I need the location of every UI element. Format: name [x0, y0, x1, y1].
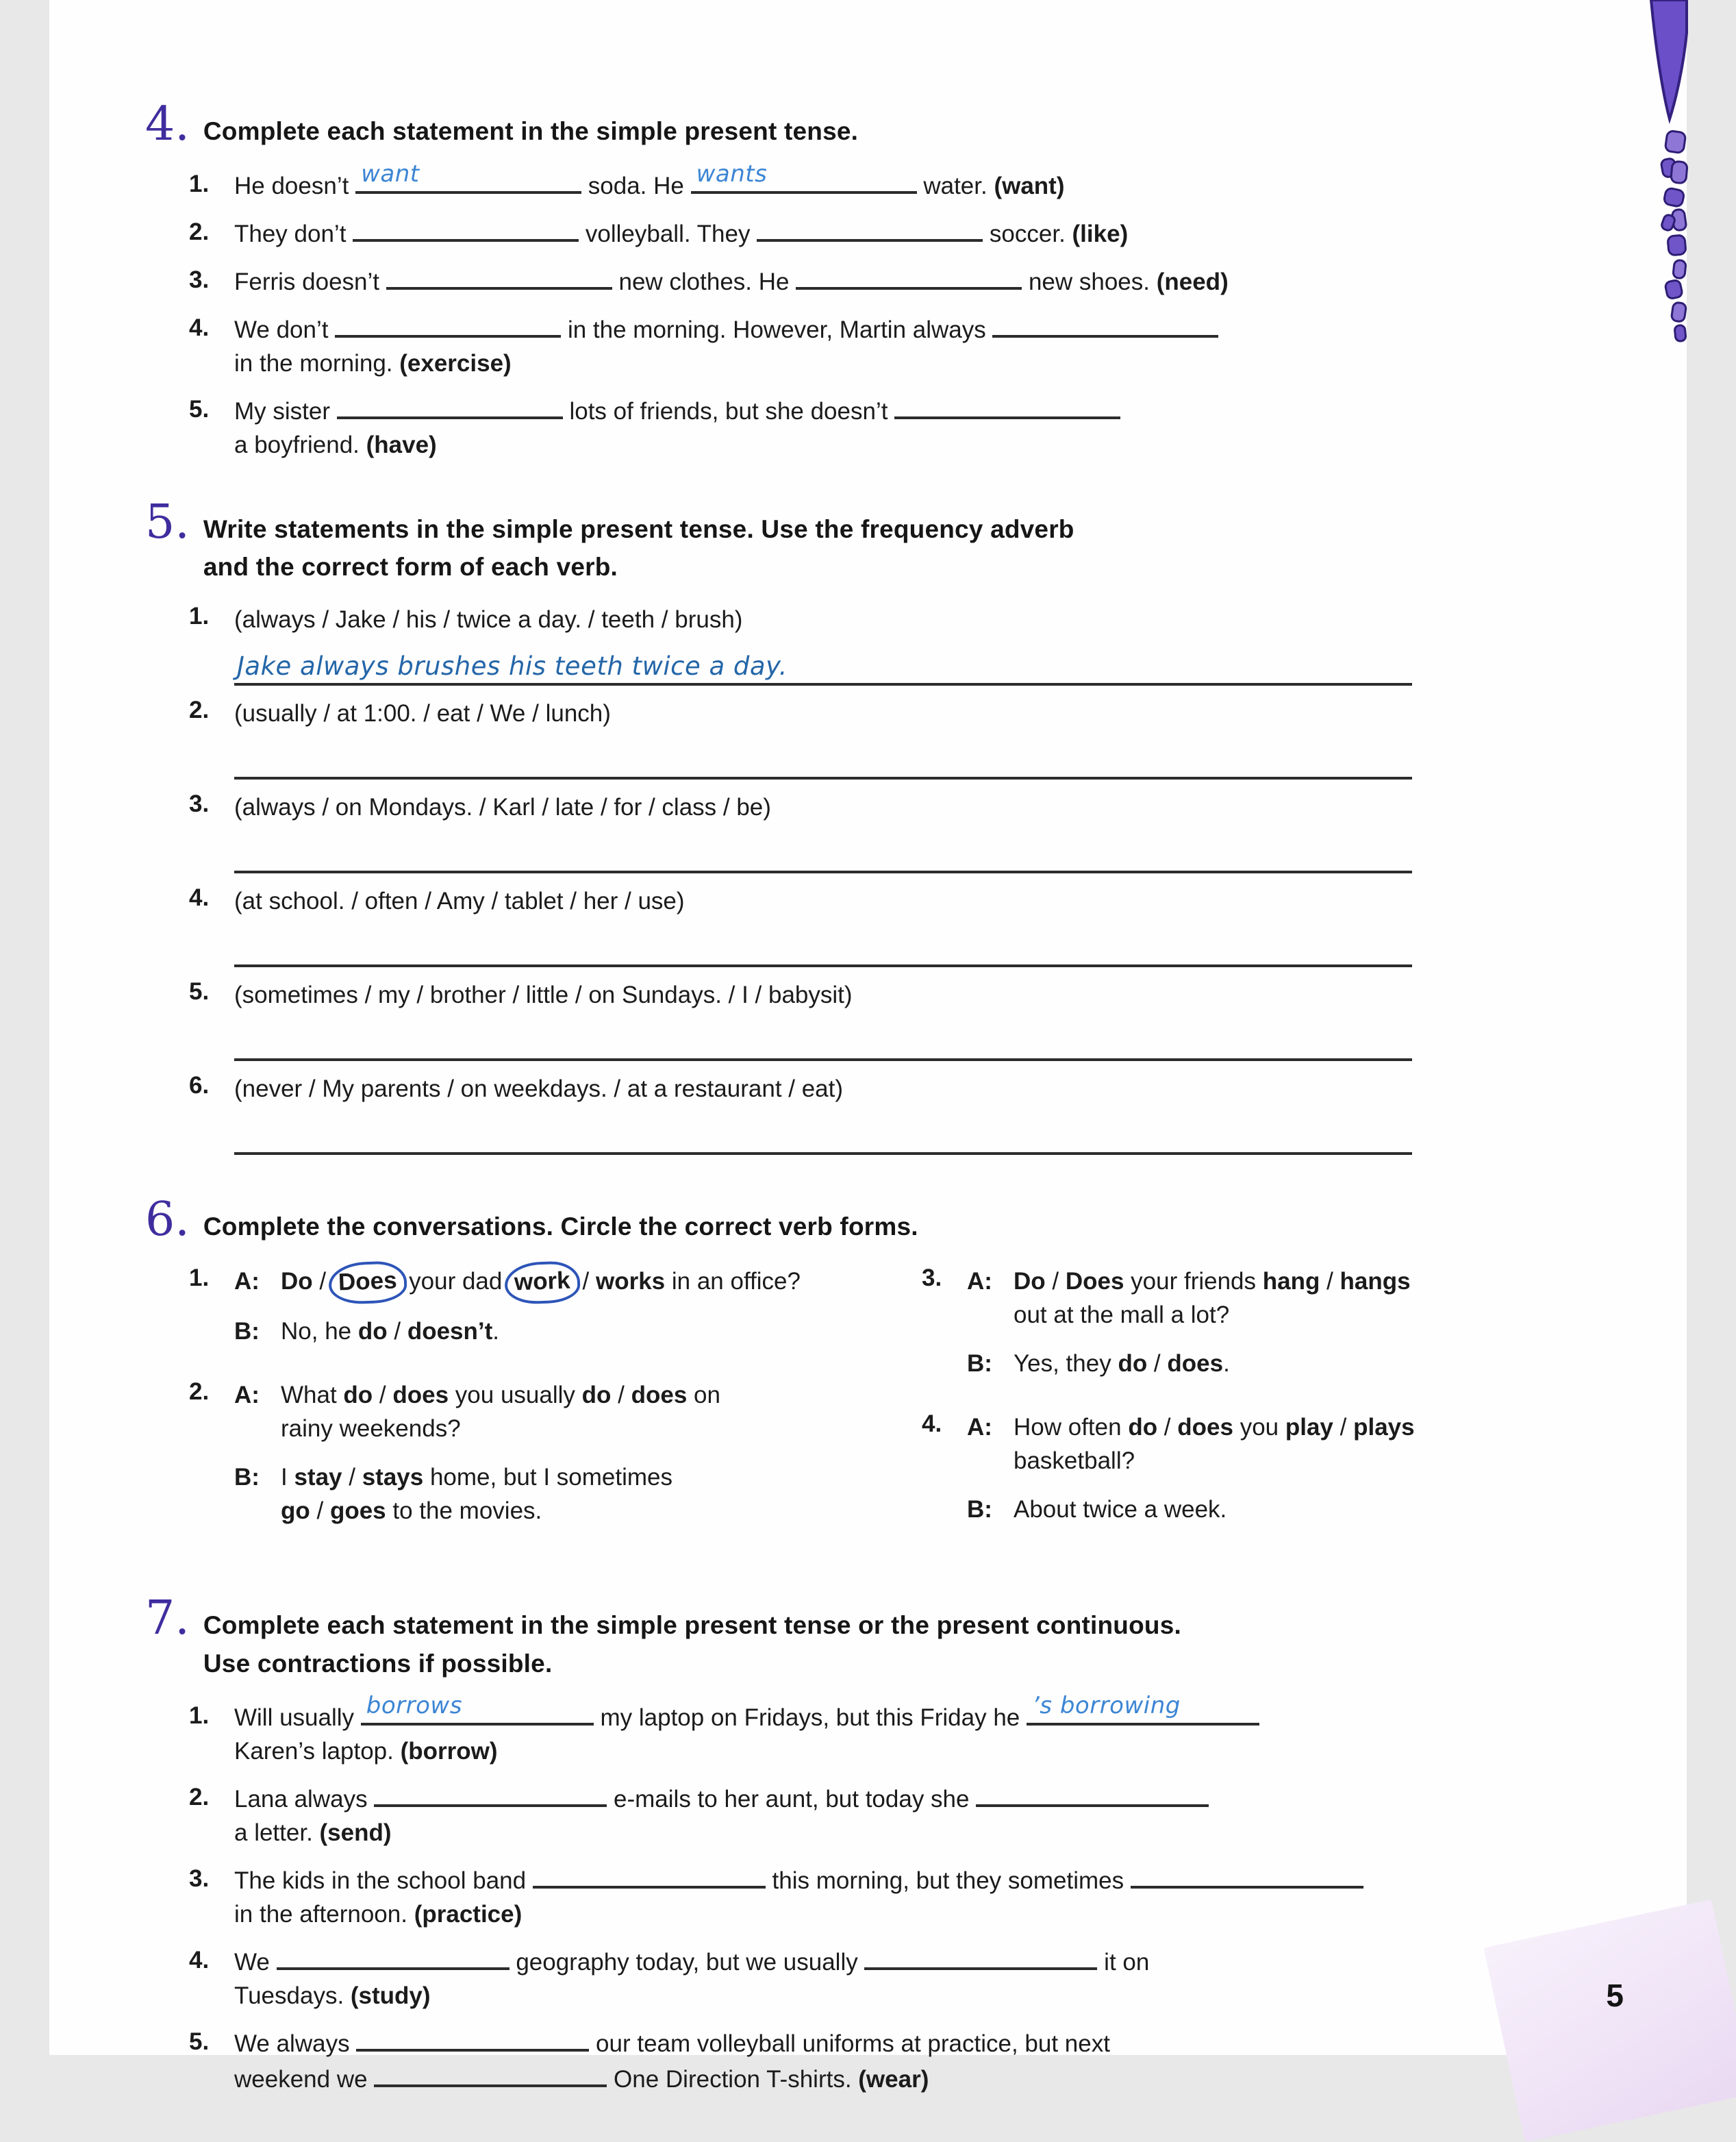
exercise-number: 5. — [145, 495, 190, 549]
text-run: He doesn’t — [234, 172, 356, 199]
fill-blank[interactable] — [374, 2060, 607, 2087]
circled-answer: work — [504, 1260, 581, 1305]
fill-blank[interactable] — [361, 1692, 594, 1726]
fill-blank[interactable] — [976, 1780, 1209, 1807]
text-run: you — [1233, 1414, 1285, 1441]
text-run: They don’t — [234, 220, 353, 247]
item-line — [234, 1943, 1491, 1979]
item-number: 1. — [189, 602, 210, 630]
conversation-turn — [967, 1493, 1415, 1526]
item-number: 4. — [189, 314, 210, 341]
fill-blank[interactable] — [337, 393, 563, 419]
conversation-turns — [234, 1265, 801, 1363]
text-run: Karen’s laptop. — [234, 1738, 401, 1765]
conversation-turn — [234, 1315, 801, 1348]
text-run: Tuesdays. — [234, 1982, 351, 2009]
item-number: 2. — [189, 218, 210, 245]
item-line — [234, 1816, 1491, 1850]
text-run: No, he — [281, 1318, 358, 1345]
text-run: About twice a week. — [1014, 1496, 1227, 1523]
turn-text — [281, 1315, 499, 1348]
bold-text: (study) — [350, 1982, 431, 2009]
item-text — [234, 790, 1491, 877]
bold-text: Do — [1014, 1268, 1046, 1295]
write-item — [189, 884, 1491, 971]
corner-crescent-shape — [1651, 0, 1687, 119]
bold-text: do — [581, 1382, 612, 1408]
item-text — [234, 1943, 1491, 2013]
text-run: home, but I sometimes — [423, 1464, 672, 1491]
fill-item — [189, 160, 1491, 203]
fill-item — [189, 1943, 1491, 2013]
bold-text: do — [1118, 1350, 1148, 1377]
bold-text: do — [1128, 1414, 1158, 1441]
word-prompt: (sometimes / my / brother / little / on Sundays. / I / babysit) — [234, 981, 853, 1008]
text-run: . — [492, 1318, 499, 1345]
turn-text — [1014, 1347, 1230, 1380]
text-run: in the morning. — [234, 349, 400, 377]
speaker-label: A: — [967, 1414, 992, 1441]
exercise-header — [145, 1192, 1491, 1247]
fill-item — [189, 311, 1491, 380]
text-run: We don’t — [234, 316, 336, 343]
text-run: We — [234, 1949, 277, 1976]
text-run: your dad — [402, 1268, 510, 1295]
speaker-label: B: — [234, 1318, 260, 1345]
text-run: Yes, they — [1014, 1350, 1118, 1377]
fill-blank[interactable] — [1131, 1862, 1363, 1889]
text-run: / — [1157, 1414, 1178, 1441]
fill-blank[interactable] — [386, 263, 612, 290]
fill-blank[interactable] — [864, 1943, 1097, 1970]
circled-answer: Does — [328, 1260, 407, 1305]
item-text — [234, 978, 1491, 1065]
conversation-turn — [234, 1460, 720, 1528]
bold-text: (exercise) — [399, 349, 512, 377]
fill-blank[interactable] — [1027, 1692, 1259, 1726]
text-run: / — [1333, 1414, 1354, 1441]
item-line — [234, 1734, 1491, 1768]
exercise-title — [203, 510, 1074, 586]
text-run: in the afternoon. — [234, 1901, 414, 1928]
text-run: I — [281, 1464, 294, 1491]
item-line — [234, 2060, 1491, 2096]
item-number: 3. — [189, 1865, 210, 1892]
text-run: to the movies. — [386, 1497, 542, 1524]
word-prompt: (at school. / often / Amy / tablet / her / use) — [234, 887, 685, 914]
item-number: 1. — [189, 170, 210, 197]
text-run: in the morning. However, Martin always — [561, 316, 993, 343]
item-text — [234, 1692, 1491, 1768]
exercise-number: 7. — [145, 1591, 190, 1645]
fill-blank[interactable] — [796, 263, 1022, 290]
fill-blank[interactable] — [691, 160, 917, 194]
bold-text: does — [392, 1382, 449, 1408]
item-number: 4. — [189, 1947, 210, 1973]
fill-blank[interactable] — [757, 215, 983, 242]
text-run: e-mails to her aunt, but today she — [607, 1786, 977, 1813]
item-text — [234, 884, 1491, 971]
exercise-header — [145, 495, 1491, 586]
turn-text — [1014, 1265, 1411, 1332]
turn-text — [281, 1265, 801, 1299]
item-line — [234, 428, 1491, 462]
item-text — [234, 160, 1491, 203]
conversation-turn — [967, 1410, 1415, 1478]
text-run: on — [687, 1382, 720, 1408]
bold-text: does — [1177, 1414, 1233, 1441]
handwritten-answer: want — [361, 160, 420, 188]
write-item — [189, 697, 1491, 784]
item-number: 2. — [189, 696, 210, 723]
bold-text: hangs — [1339, 1268, 1411, 1295]
turn-text — [281, 1460, 672, 1528]
exercise-items — [189, 603, 1491, 1159]
text-run: water. — [916, 172, 994, 199]
item-text — [234, 393, 1491, 462]
bold-text: plays — [1353, 1414, 1415, 1441]
bold-text: play — [1285, 1414, 1333, 1441]
conversation-turn — [967, 1347, 1411, 1380]
handwritten-answer: ’s borrowing — [1032, 1692, 1181, 1720]
bold-text: does — [1167, 1350, 1224, 1377]
fill-item — [189, 2025, 1491, 2096]
bold-text: Do — [281, 1268, 313, 1295]
exercise-items — [189, 160, 1491, 462]
text-run: What — [281, 1382, 344, 1408]
speaker-label: B: — [967, 1350, 992, 1377]
speaker-label: A: — [234, 1268, 260, 1295]
answer-line[interactable] — [234, 842, 1412, 873]
text-run: this morning, but they sometimes — [765, 1867, 1131, 1894]
text-run: new shoes. — [1022, 268, 1157, 295]
conversation-column-1 — [189, 1265, 922, 1558]
turn-text — [1014, 1493, 1226, 1526]
answer-line[interactable] — [234, 1030, 1412, 1061]
answer-line[interactable] — [234, 748, 1412, 780]
bold-text: (wear) — [858, 2066, 929, 2093]
item-number: 5. — [189, 977, 210, 1005]
exercise-items — [189, 1692, 1491, 2096]
item-line — [234, 263, 1491, 299]
conversation-columns — [189, 1265, 1491, 1558]
text-run: a letter. — [234, 1819, 320, 1846]
exercise-header — [145, 1591, 1491, 1682]
fill-item — [189, 215, 1491, 251]
word-prompt: (always / on Mondays. / Karl / late / for / class / be) — [234, 793, 771, 821]
bold-text: (want) — [994, 172, 1065, 199]
item-text — [234, 1780, 1491, 1850]
item-number: 1. — [189, 1265, 210, 1291]
exercise-6 — [145, 1192, 1491, 1558]
text-run: geography today, but we usually — [509, 1949, 865, 1976]
text-run: soccer. — [983, 220, 1072, 247]
fill-blank[interactable] — [335, 311, 561, 338]
item-line — [234, 347, 1491, 380]
turn-text — [1014, 1410, 1415, 1478]
page-content — [145, 97, 1491, 2134]
text-run: soda. He — [581, 172, 691, 199]
exercise-title-line: Complete each statement in the simple present tense or the present continuous. — [203, 1611, 1181, 1639]
item-text — [234, 2025, 1491, 2096]
handwritten-answer: borrows — [366, 1692, 462, 1720]
write-item — [189, 1072, 1491, 1159]
item-text — [234, 603, 1491, 690]
text-run: Lana always — [234, 1786, 375, 1813]
conversation-item — [922, 1410, 1491, 1541]
conversation-turns — [967, 1410, 1415, 1541]
exercise-title — [203, 1606, 1181, 1682]
text-run: / — [310, 1497, 330, 1524]
speaker-label: A: — [967, 1268, 992, 1295]
bold-text: (send) — [319, 1819, 392, 1846]
exercise-4 — [145, 97, 1491, 462]
item-line — [234, 1862, 1491, 1897]
word-prompt: (always / Jake / his / twice a day. / teeth / brush) — [234, 606, 743, 633]
bold-text: go — [281, 1497, 310, 1524]
text-run: a boyfriend. — [234, 431, 366, 458]
fill-blank[interactable] — [894, 393, 1120, 419]
text-run: our team volleyball uniforms at practice, but next — [589, 2030, 1110, 2057]
text-run: out at the mall a lot? — [1014, 1302, 1230, 1328]
bold-text: Does — [1065, 1268, 1124, 1295]
bold-text: (borrow) — [400, 1738, 498, 1765]
item-line — [234, 1780, 1491, 1816]
item-number: 3. — [922, 1265, 942, 1291]
fill-item — [189, 1862, 1491, 1931]
text-run: your friends — [1124, 1268, 1263, 1295]
item-number: 4. — [922, 1410, 942, 1437]
fill-item — [189, 393, 1491, 462]
answer-line[interactable] — [234, 1123, 1412, 1155]
exercise-5 — [145, 495, 1491, 1159]
text-run: . — [1223, 1350, 1230, 1377]
turn-text — [281, 1378, 720, 1445]
text-run: We always — [234, 2030, 357, 2057]
text-run: How often — [1014, 1414, 1129, 1441]
item-line — [234, 311, 1491, 347]
text-run: basketball? — [1014, 1447, 1135, 1474]
conversation-turns — [967, 1265, 1411, 1395]
exercise-title-line: Use contractions if possible. — [203, 1649, 553, 1678]
bold-text: (have) — [366, 431, 437, 458]
item-number: 2. — [189, 1784, 210, 1810]
conversation-item — [189, 1265, 922, 1363]
bold-text: do — [343, 1382, 373, 1408]
item-line — [234, 393, 1491, 428]
text-run: / — [342, 1464, 362, 1491]
item-number: 6. — [189, 1071, 210, 1099]
item-number: 1. — [189, 1702, 210, 1729]
text-run: The kids in the school band — [234, 1867, 533, 1894]
fill-blank[interactable] — [533, 1862, 766, 1889]
speaker-label: B: — [234, 1464, 260, 1491]
write-item — [189, 978, 1491, 1065]
text-run: in an office? — [665, 1268, 801, 1295]
item-text — [234, 697, 1491, 784]
text-run: you usually — [449, 1382, 582, 1408]
write-item — [189, 790, 1491, 877]
fill-item — [189, 263, 1491, 299]
conversation-turn — [234, 1378, 720, 1445]
speaker-label: A: — [234, 1382, 260, 1408]
exercise-7 — [145, 1591, 1491, 2096]
page-number-tab — [1484, 1900, 1736, 2142]
text-run: / — [575, 1268, 596, 1295]
bold-text: does — [631, 1382, 688, 1408]
text-run: volleyball. They — [579, 220, 757, 247]
exercise-title — [203, 112, 858, 151]
exercise-number: 4. — [145, 97, 190, 151]
item-line — [234, 1979, 1491, 2013]
text-run: my laptop on Fridays, but this Friday he — [593, 1704, 1027, 1731]
fill-item — [189, 1780, 1491, 1850]
fill-blank[interactable] — [355, 160, 581, 194]
fill-blank[interactable] — [277, 1943, 510, 1970]
text-run: new clothes. He — [612, 268, 796, 295]
bold-text: works — [595, 1268, 666, 1295]
text-run: it on — [1097, 1949, 1150, 1976]
exercise-title — [203, 1208, 918, 1246]
exercise-title-line: Complete each statement in the simple present tense. — [203, 117, 859, 145]
text-run: lots of friends, but she doesn’t — [562, 397, 895, 425]
bold-text: (practice) — [414, 1901, 523, 1928]
exercise-number: 6. — [145, 1192, 190, 1247]
bold-text: goes — [329, 1497, 386, 1524]
item-number: 3. — [189, 266, 210, 293]
item-number: 5. — [189, 395, 210, 423]
item-line — [234, 160, 1491, 203]
text-run: Ferris doesn’t — [234, 268, 386, 295]
conversation-turns — [234, 1378, 720, 1543]
item-number: 4. — [189, 884, 210, 911]
text-run: / — [387, 1318, 407, 1345]
item-line — [234, 1692, 1491, 1734]
item-line — [234, 2025, 1491, 2060]
conversation-column-2 — [922, 1265, 1491, 1558]
conversation-turn — [234, 1265, 801, 1299]
item-text — [234, 1862, 1491, 1931]
workbook-page — [49, 0, 1687, 2093]
text-run: rainy weekends? — [281, 1415, 461, 1442]
text-run: / — [1045, 1268, 1066, 1295]
text-run: My sister — [234, 397, 337, 425]
fill-blank[interactable] — [353, 215, 579, 242]
item-number: 2. — [189, 1378, 210, 1405]
text-run: / — [373, 1382, 393, 1408]
answer-line[interactable] — [234, 936, 1412, 967]
bold-text: stays — [362, 1464, 424, 1491]
text-run: / — [1320, 1268, 1340, 1295]
text-run: / — [312, 1268, 333, 1295]
handwritten-answer: wants — [696, 160, 768, 188]
answer-line[interactable] — [234, 651, 1412, 686]
speaker-label: B: — [967, 1496, 992, 1523]
fill-blank[interactable] — [356, 2025, 589, 2052]
bold-text: (like) — [1072, 220, 1129, 247]
item-text — [234, 263, 1491, 299]
bold-text: doesn’t — [407, 1318, 493, 1345]
exercise-header — [145, 97, 1491, 151]
item-text — [234, 1072, 1491, 1159]
text-run: One Direction T-shirts. — [607, 2066, 859, 2093]
fill-item — [189, 1692, 1491, 1768]
word-prompt: (never / My parents / on weekdays. / at a restaurant / eat) — [234, 1075, 844, 1102]
write-item — [189, 603, 1491, 690]
bold-text: (need) — [1156, 268, 1229, 295]
text-run: / — [611, 1382, 631, 1408]
item-text — [234, 215, 1491, 251]
exercise-title-line: Complete the conversations. Circle the correct verb forms. — [203, 1212, 918, 1241]
item-number: 5. — [189, 2028, 210, 2055]
text-run: / — [1147, 1350, 1168, 1377]
exercise-title-line: and the correct form of each verb. — [203, 553, 618, 581]
item-line — [234, 1897, 1491, 1931]
handwritten-answer: Jake always brushes his teeth twice a day. — [237, 651, 788, 681]
corner-decoration — [1632, 0, 1687, 356]
fill-blank[interactable] — [374, 1780, 607, 1807]
item-number: 3. — [189, 790, 210, 817]
bold-text: stay — [294, 1464, 342, 1491]
fill-blank[interactable] — [992, 311, 1218, 338]
word-prompt: (usually / at 1:00. / eat / We / lunch) — [234, 699, 611, 727]
bold-text: hang — [1262, 1268, 1320, 1295]
conversation-item — [922, 1265, 1491, 1395]
text-run: Will usually — [234, 1704, 361, 1731]
conversation-item — [189, 1378, 922, 1543]
text-run: weekend we — [234, 2066, 375, 2093]
exercise-title-line: Write statements in the simple present tense. Use the frequency adverb — [203, 514, 1074, 543]
item-text — [234, 311, 1491, 380]
page-number: 5 — [1606, 1978, 1624, 2013]
bold-text: do — [357, 1318, 388, 1345]
item-line — [234, 215, 1491, 251]
conversation-turn — [967, 1265, 1411, 1332]
